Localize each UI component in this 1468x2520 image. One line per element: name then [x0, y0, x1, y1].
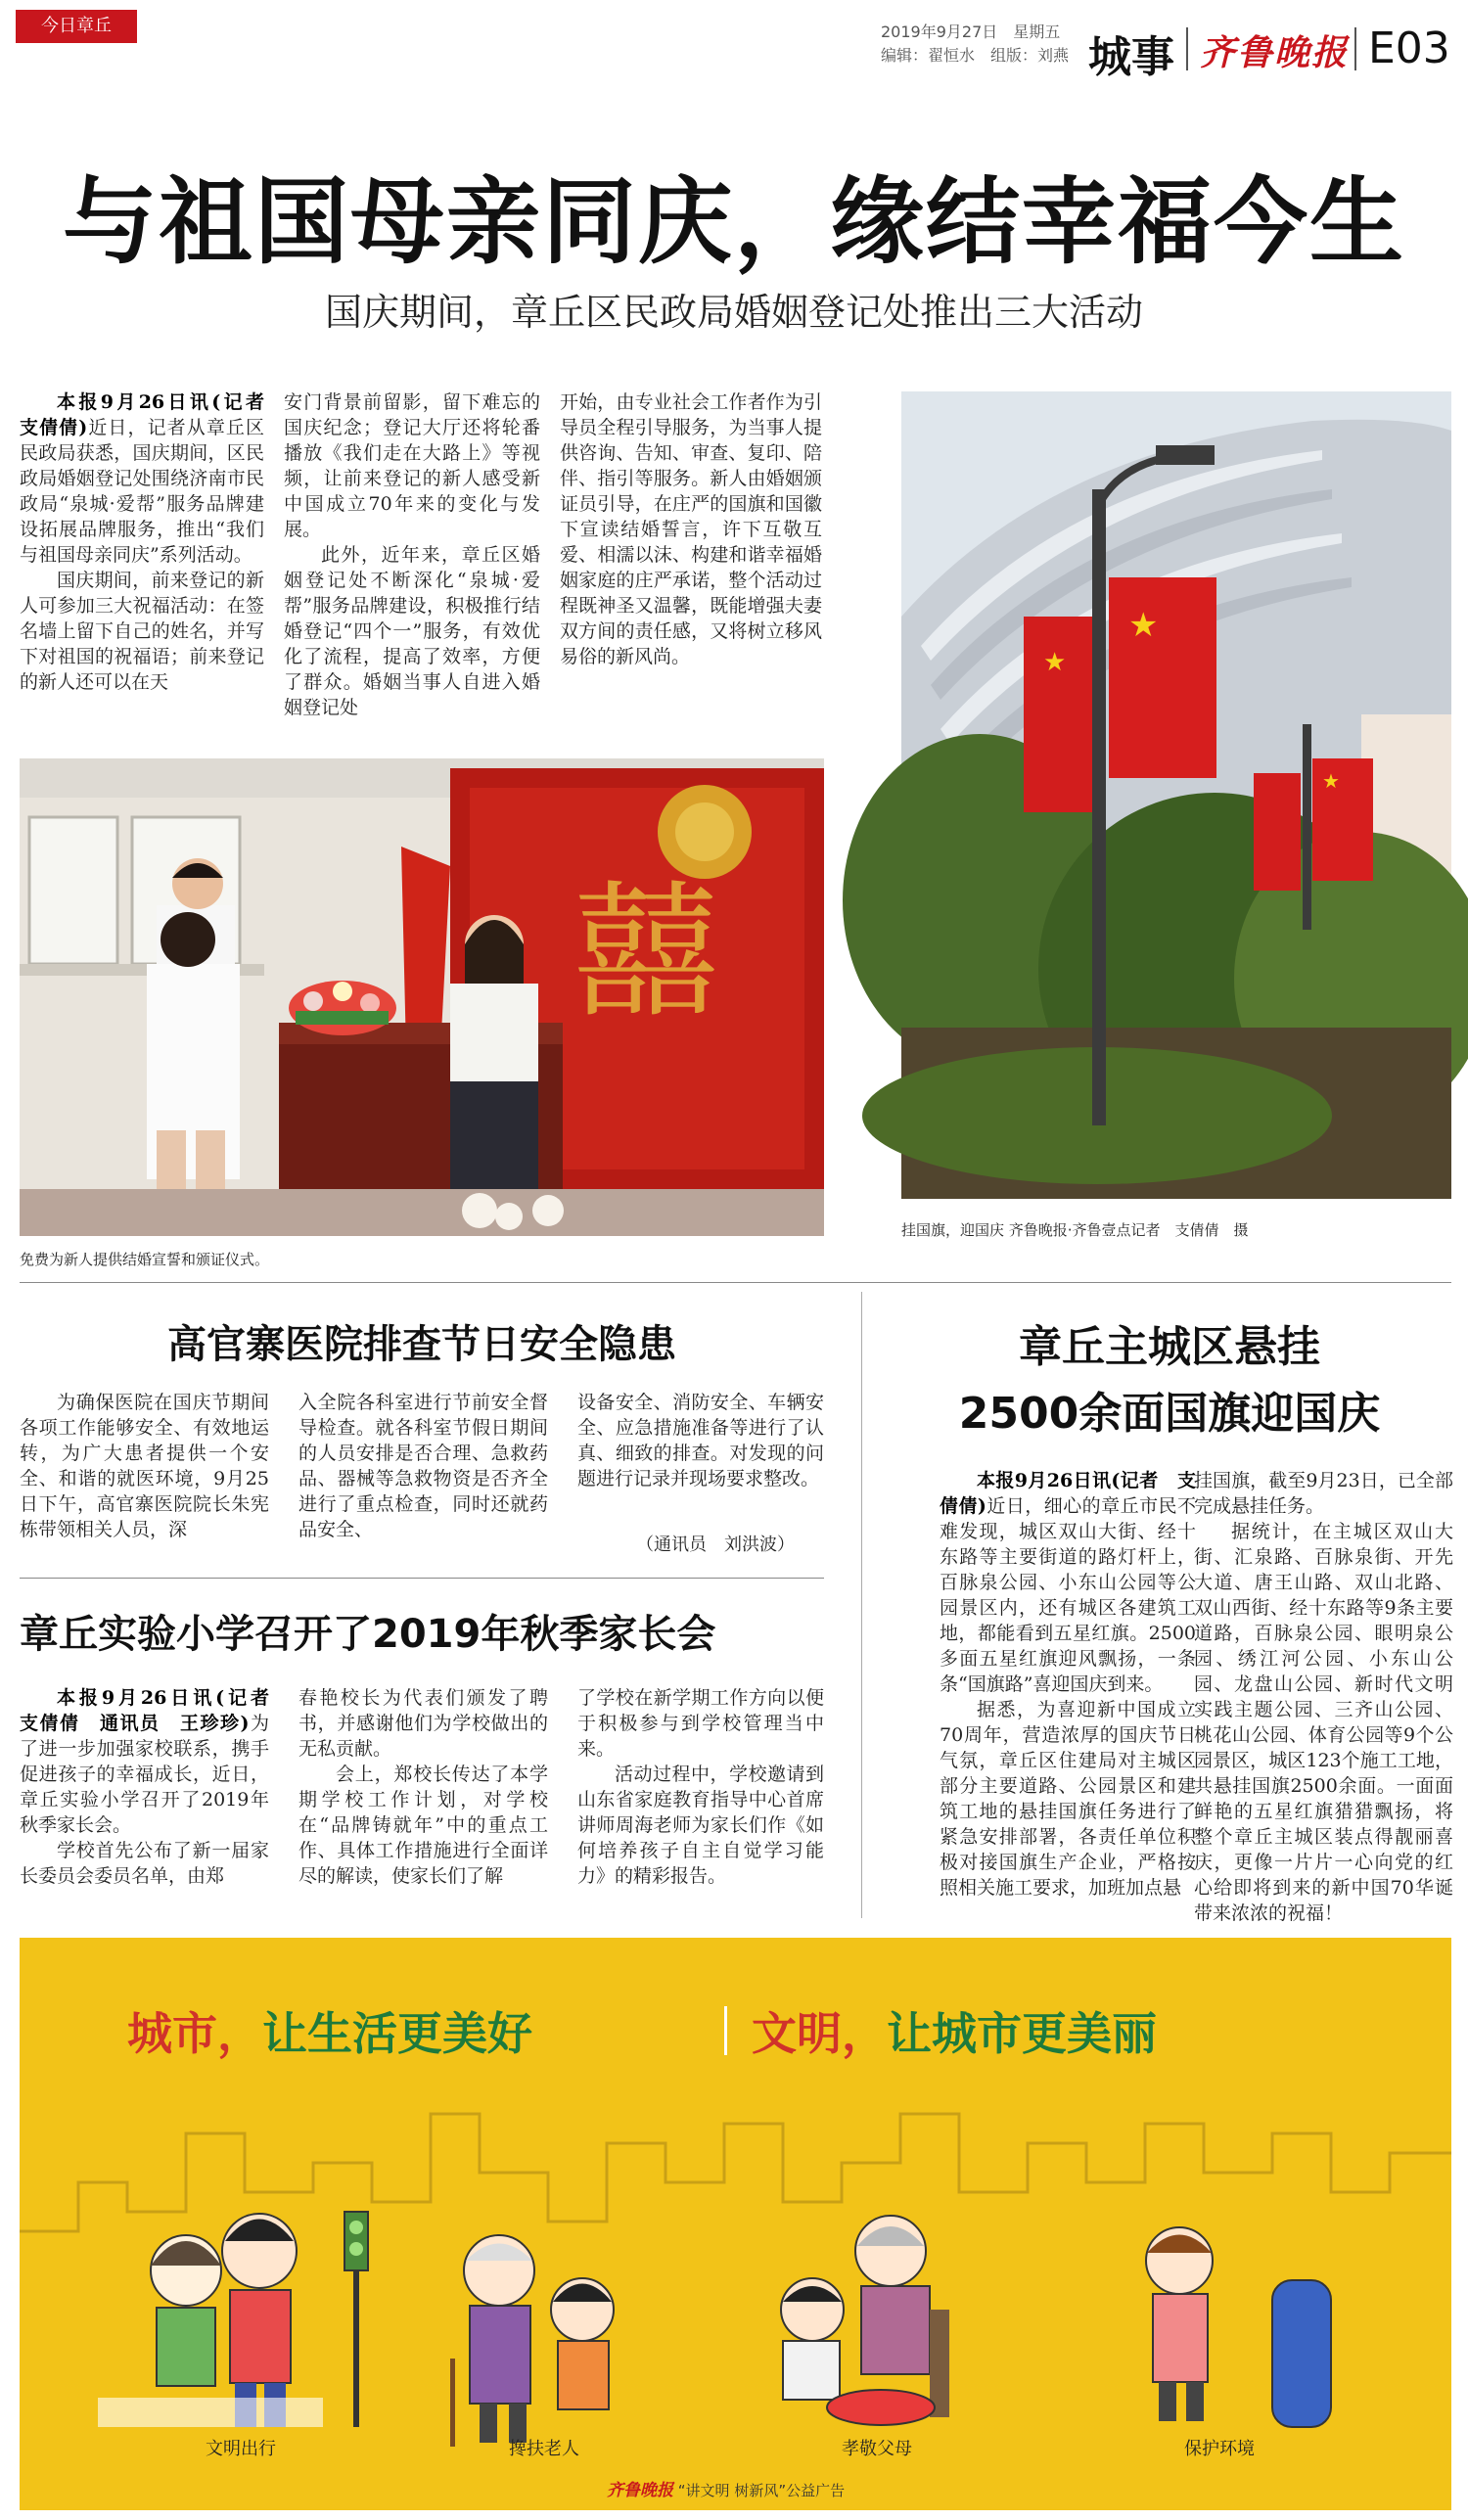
section-tag: 今日章丘	[16, 10, 137, 43]
ad-slogan-left-a: 城市，	[127, 2007, 262, 2060]
ad-label-3: 孝敬父母	[842, 2439, 912, 2459]
ad-label-2: 搀扶老人	[509, 2439, 579, 2459]
school-headline: 章丘实验小学召开了2019年秋季家长会	[20, 1612, 716, 1657]
svg-text:★: ★	[1043, 648, 1067, 677]
section-rule-1	[20, 1282, 1451, 1283]
hospital-headline: 高官寨医院排查节日安全隐患	[167, 1322, 676, 1367]
hospital-byline: （通讯员 刘洪波）	[636, 1535, 795, 1555]
hospital-col-2: 入全院各科室进行节前安全督导检查。就各科室节假日期间的人员安排是否合理、急救药品、器械等急救物资是否齐全进行了重点检查，同时还就药品安全、	[298, 1392, 548, 1540]
flags-headline-line2: 2500余面国旗迎国庆	[958, 1389, 1381, 1439]
flags-headline-line1: 章丘主城区悬挂	[1019, 1322, 1320, 1372]
ad-footer-logo: 齐鲁晚报	[607, 2481, 673, 2500]
wedding-ceremony-illustration	[20, 758, 824, 1236]
hospital-col-3: 设备安全、消防安全、车辆安全、应急措施准备等进行了认真、细致的排查。对发现的问题进行记录并现场要求整改。	[577, 1392, 824, 1489]
column-name: 城事	[1088, 32, 1174, 82]
flags-street-illustration	[901, 391, 1451, 1199]
header-divider-1	[1186, 27, 1188, 70]
svg-text:囍: 囍	[573, 868, 720, 1038]
page-number: E03	[1368, 23, 1450, 73]
school-col-3: 了学校在新学期工作方向以便于积极参与到学校管理当中来。 活动过程中，学校邀请到山东省家庭教育指导中心首席讲师周海老师为家长们作《如何培养孩子自主自觉学习能力》的精彩报告。	[577, 1687, 824, 1887]
svg-text:★: ★	[1322, 769, 1340, 793]
flags-street-photo	[901, 391, 1451, 1199]
ad-label-1: 文明出行	[206, 2439, 276, 2459]
wedding-ceremony-photo	[20, 758, 824, 1236]
wedding-photo-caption: 免费为新人提供结婚宣誓和颁证仪式。	[20, 1251, 270, 1268]
svg-text:★: ★	[1128, 606, 1159, 645]
column-divider	[861, 1292, 862, 1918]
school-col-1: 本报9月26日讯(记者 支倩倩 通讯员 王珍珍)为了进一步加强家校联系，携手促进孩子的幸福成长，近日，章丘实验小学召开了2019年秋季家长会。 学校首先公布了新一届家长委员会委员名单，由郑	[20, 1687, 289, 1887]
ad-slogan-left-b: 让生活更美好	[262, 2007, 532, 2060]
lead-col-3: 开始，由专业社会工作者作为引导员全程引导服务，为当事人提供咨询、告知、审查、复印、陪伴、指引等服务。新人由婚姻颁证员引导，在庄严的国旗和国徽下宣读结婚誓言，许下互敬互爱、相濡以沫、构建和谐幸福婚姻家庭的庄严承诺，整个活动过程既神圣又温馨，既能增强夫妻双方间的责任感，又将树立移风易俗的新风尚。	[560, 391, 822, 667]
lead-col-1: 本报9月26日讯(记者 支倩倩)近日，记者从章丘区民政局获悉，国庆期间，区民政局婚姻登记处围绕济南市民政局“泉城·爱帮”服务品牌建设拓展品牌服务，推出“我们与祖国母亲同庆”系列活动。 国庆期间，前来登记的新人可参加三大祝福活动：在签名墙上留下自己的姓名，并写下对祖国的祝福语；前来登记的新人还可以在天	[20, 391, 284, 693]
lead-col-2: 安门背景前留影，留下难忘的国庆纪念；登记大厅还将轮番播放《我们走在大路上》等视频，让前来登记的新人感受新中国成立70年来的变化与发展。 此外，近年来，章丘区婚姻登记处不断深化“泉城·爱帮”服务品牌建设，积极推行结婚登记“四个一”服务，有效优化了流程，提高了效率，方便了群众。婚姻当事人自进入婚姻登记处	[284, 391, 540, 718]
section-rule-2	[20, 1578, 824, 1579]
ad-footer	[607, 2476, 845, 2500]
ad-slogan-right-a: 文明，	[752, 2007, 887, 2060]
ad-slogan-divider	[724, 2006, 727, 2055]
header-date: 2019年9月27日 星期五	[881, 23, 1061, 41]
header-editors: 编辑：翟恒水 组版：刘燕	[881, 46, 1070, 65]
lead-subhead: 国庆期间，章丘区民政局婚姻登记处推出三大活动	[324, 291, 1143, 334]
flags-col-1: 本报9月26日讯(记者 支倩倩)近日，细心的章丘市民不难发现，城区双山大街、经十东路等主要街道的路灯杆上，百脉泉公园、小东山公园等公园景区内，还有城区各建筑工地，都能看到五星红旗。2500多面五星红旗迎风飘扬，一条条“国旗路”喜迎国庆到来。 据悉，为喜迎新中国成立70周年，营造浓厚的国庆节日气氛，章丘区住建局对主城区部分主要道路、公园景区和建筑工地的悬挂国旗任务进行了紧急安排部署，各责任单位积极对接国旗生产企业，严格按照相关施工要求，加班加点悬	[940, 1470, 1196, 1899]
ad-slogan-right	[752, 1998, 1157, 2063]
ad-footer-text: “讲文明 树新风”公益广告	[677, 2482, 846, 2499]
hospital-col-1: 为确保医院在国庆节期间各项工作能够安全、有效地运转，为广大患者提供一个安全、和谐的就医环境，9月25日下午，高官寨医院院长朱宪栋带领相关人员，深	[20, 1392, 269, 1540]
ad-label-4: 保护环境	[1184, 2439, 1255, 2459]
flags-col-2: 挂国旗，截至9月23日，已全部完成悬挂任务。 据统计，在主城区双山大街、汇泉路、百脉泉街、开先大道、唐王山路、双山北路、双山西街、经十东路等9条主要道路，百脉泉公园、眼明泉公园、绣江河公园、小东山公园、龙盘山公园、新时代文明实践主题公园、三齐山公园、桃花山公园、体育公园等9个公园景区，城区123个施工工地，共悬挂国旗2500余面。一面面鲜艳的五星红旗猎猎飘扬，将整个章丘主城区装点得靓丽喜庆，更像一片片一心向党的红心给即将到来的新中国70华诞带来浓浓的祝福！	[1194, 1470, 1453, 1924]
public-service-ad	[20, 1938, 1451, 2510]
flags-photo-caption: 挂国旗，迎国庆 齐鲁晚报·齐鲁壹点记者 支倩倩 摄	[901, 1221, 1249, 1239]
lead-headline: 与祖国母亲同庆，缘结幸福今生	[63, 167, 1405, 277]
header-divider-2	[1354, 27, 1356, 70]
ad-slogan-right-b: 让城市更美丽	[887, 2007, 1157, 2060]
paper-logo: 齐鲁晚报	[1200, 32, 1350, 73]
ad-slogan-left	[127, 1998, 532, 2063]
school-col-2: 春艳校长为代表们颁发了聘书，并感谢他们为学校做出的无私贡献。 会上，郑校长传达了本学期学校工作计划，对学校在“品牌铸就年”中的重点工作、具体工作措施进行全面详尽的解读，使家长们了解	[298, 1687, 548, 1887]
